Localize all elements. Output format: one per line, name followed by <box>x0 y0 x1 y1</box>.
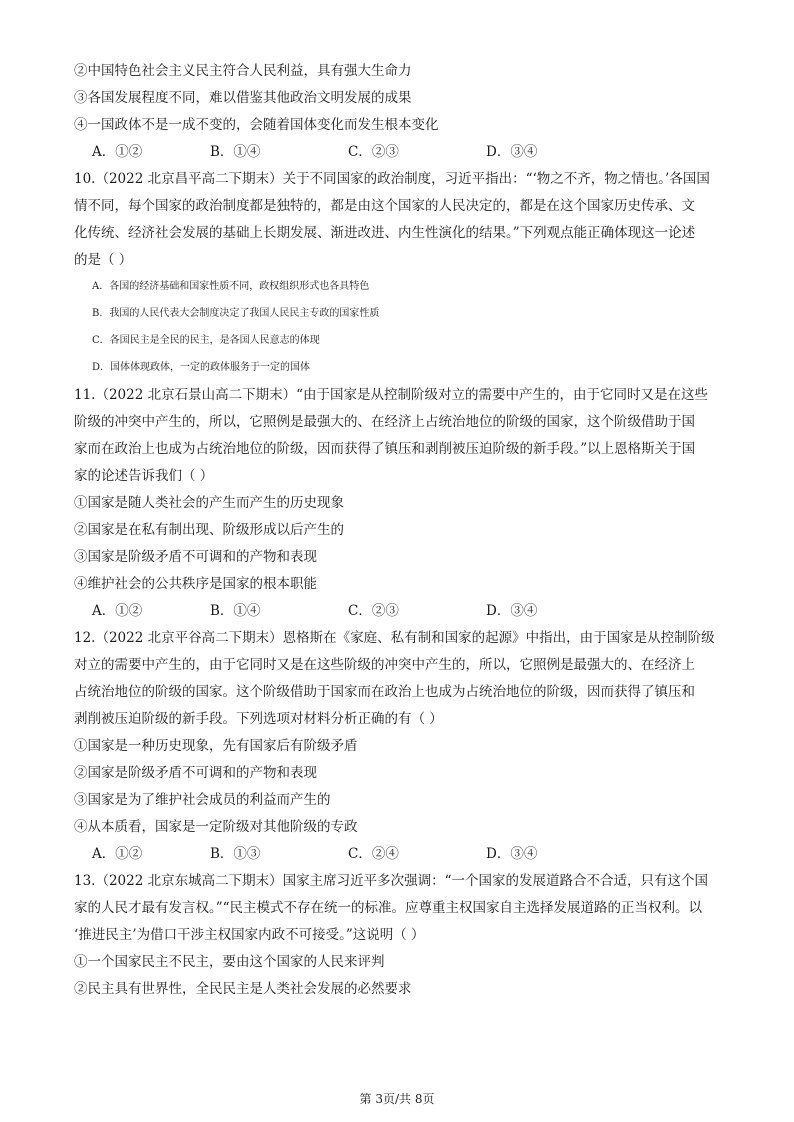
question-10-text: 的是（ ） <box>74 252 133 268</box>
question-12-text: 剥削被压迫阶级的新手段。下列选项对材料分析正确的有（ ） <box>74 711 443 727</box>
option-statement: ②国家是阶级矛盾不可调和的产物和表现 <box>74 765 317 781</box>
option-statement: ①国家是一种历史现象，先有国家后有阶级矛盾 <box>74 738 358 754</box>
choice-c: C．②③ <box>348 603 399 619</box>
question-10-option: B．我国的人民代表大会制度决定了我国人民民主专政的国家性质 <box>92 308 380 319</box>
choice-c: C．②③ <box>348 144 399 160</box>
choice-a: A．①② <box>92 603 143 619</box>
choice-d: D．③④ <box>486 603 538 619</box>
question-12-text: 对立的需要中产生的，由于它同时又是在这些阶级的冲突中产生的，所以，它照例是最强大的、在经济上 <box>74 657 695 673</box>
option-statement: ④从本质看，国家是一定阶级对其他阶级的专政 <box>74 819 358 835</box>
question-13-text: ‘推进民主’为借口干涉主权国家内政不可接受。”这说明（ ） <box>74 927 425 943</box>
question-10-text: 化传统、经济社会发展的基础上长期发展、渐进改进、内生性演化的结果。”下列观点能正确体现这一论述 <box>74 225 696 241</box>
question-10-option: D．国体体现政体，一定的政体服务于一定的国体 <box>92 362 311 373</box>
option-statement: ③国家是阶级矛盾不可调和的产物和表现 <box>74 549 317 565</box>
choice-b: B．①③ <box>210 846 261 862</box>
option-statement: ③各国发展程度不同，难以借鉴其他政治文明发展的成果 <box>74 90 412 106</box>
choice-c: C．②④ <box>348 846 399 862</box>
question-10-text: 10.（2022 北京昌平高二下期末）关于不同国家的政治制度，习近平指出：“‘物之不齐，物之情也。’各国国 <box>74 171 710 187</box>
option-statement: ④一国政体不是一成不变的，会随着国体变化而发生根本变化 <box>74 117 439 133</box>
answer-choices <box>92 845 692 863</box>
answer-choices <box>92 602 692 620</box>
option-statement: ①一个国家民主不民主，要由这个国家的人民来评判 <box>74 954 385 970</box>
choice-b: B．①④ <box>210 144 261 160</box>
option-statement: ①国家是随人类社会的产生而产生的历史现象 <box>74 495 344 511</box>
question-12-text: 占统治地位的阶级的国家。这个阶级借助于国家而在政治上也成为占统治地位的阶级，因而获得了镇压和 <box>74 684 695 700</box>
option-statement: ②民主具有世界性，全民民主是人类社会发展的必然要求 <box>74 981 412 997</box>
option-statement: ④维护社会的公共秩序是国家的根本职能 <box>74 576 317 592</box>
choice-a: A．①② <box>92 846 143 862</box>
question-12-text: 12.（2022 北京平谷高二下期末）恩格斯在《家庭、私有制和国家的起源》中指出，由于国家是从控制阶级 <box>74 630 715 646</box>
question-10-option: C．各国民主是全民的民主，是各国人民意志的体现 <box>92 335 320 346</box>
choice-b: B．①④ <box>210 603 261 619</box>
question-11-text: 家而在政治上也成为占统治地位的阶级，因而获得了镇压和剥削被压迫阶级的新手段。”以上恩格斯关于国 <box>74 441 696 457</box>
question-13-text: 13.（2022 北京东城高二下期末）国家主席习近平多次强调：“一个国家的发展道路合不合适，只有这个国 <box>74 873 709 889</box>
choice-d: D．③④ <box>486 144 538 160</box>
page-number: 第 3页/共 8页 <box>359 1092 435 1106</box>
option-statement: ③国家是为了维护社会成员的利益而产生的 <box>74 792 331 808</box>
question-11-text: 阶级的冲突中产生的，所以，它照例是最强大的、在经济上占统治地位的阶级的国家，这个阶级借助于国 <box>74 414 695 430</box>
question-11-text: 11.（2022 北京石景山高二下期末）“由于国家是从控制阶级对立的需要中产生的，由于它同时又是在这些 <box>74 387 709 403</box>
option-statement: ②中国特色社会主义民主符合人民利益，具有强大生命力 <box>74 63 412 79</box>
question-13-text: 家的人民才最有发言权。”“民主模式不存在统一的标准。应尊重主权国家自主选择发展道路的正当权利。以 <box>74 900 703 916</box>
choice-d: D．③④ <box>486 846 538 862</box>
question-10-text: 情不同，每个国家的政治制度都是独特的，都是由这个国家的人民决定的，都是在这个国家历史传承、文 <box>74 198 695 214</box>
choice-a: A．①② <box>92 144 143 160</box>
question-11-text: 家的论述告诉我们（ ） <box>74 468 214 484</box>
answer-choices <box>92 143 692 161</box>
option-statement: ②国家是在私有制出现、阶级形成以后产生的 <box>74 522 344 538</box>
question-10-option: A．各国的经济基础和国家性质不同，政权组织形式也各具特色 <box>92 281 370 292</box>
